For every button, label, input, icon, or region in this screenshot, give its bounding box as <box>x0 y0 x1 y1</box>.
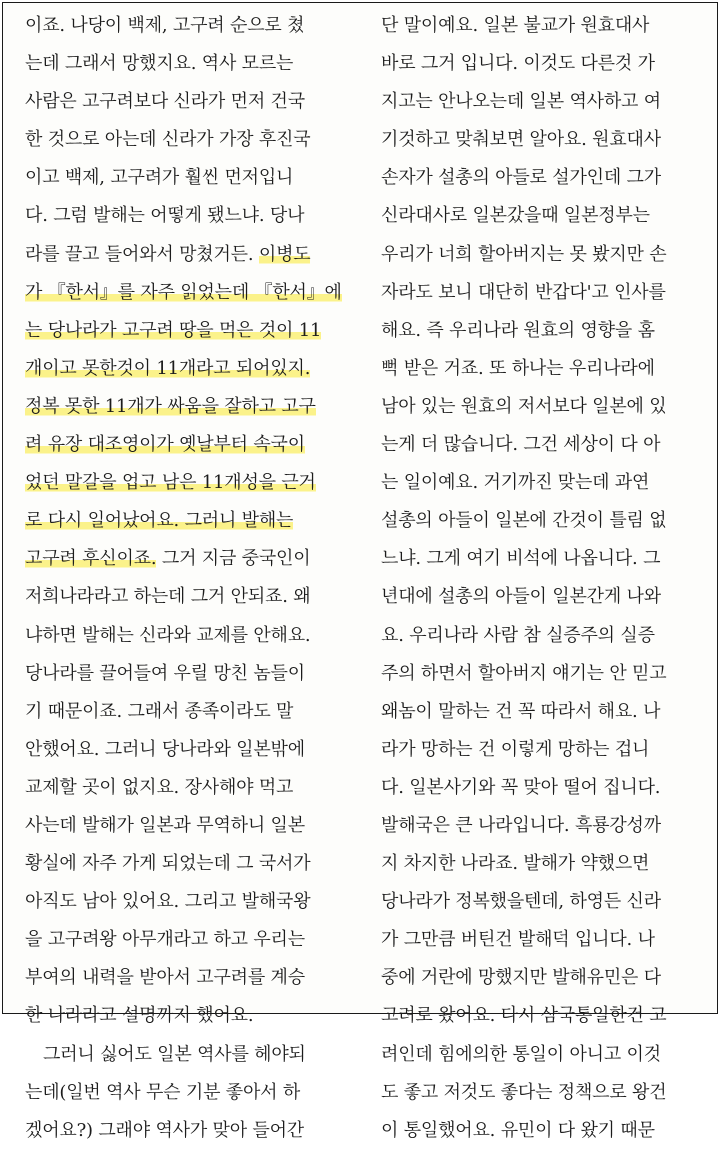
highlighted-text: 고구려 후신이죠. <box>25 548 157 570</box>
right-text-line: 바로 그거 입니다. 이것도 다른것 가 <box>381 53 655 75</box>
highlighted-text: 었던 말갈을 업고 남은 11개성을 근거 <box>25 472 316 494</box>
body-text: 이고 백제, 고구려가 훨씬 먼저입니 <box>25 167 294 189</box>
left-text-line <box>25 578 371 616</box>
body-text: 한 나라라고 설명까지 했어요. <box>25 1005 254 1027</box>
body-text: 는데(일번 역사 무슨 기분 좋아서 하 <box>25 1081 301 1103</box>
right-text-line: 는게 더 많습니다. 그건 세상이 다 아 <box>381 434 661 456</box>
body-text: 사는데 발해가 일본과 무역하니 일본 <box>25 814 305 836</box>
body-text: 그거 지금 중국인이 <box>156 548 311 570</box>
body-text: 당나라를 끌어들여 우릴 망친 놈들이 <box>25 662 305 684</box>
body-text: 안했어요. 그러니 당나라와 일본밖에 <box>25 738 305 760</box>
right-text-line: 설총의 아들이 일본에 간것이 틀림 없 <box>381 510 667 532</box>
left-text-line <box>25 274 371 312</box>
right-text-line: 고려로 왔어요. 다시 삼국통일한건 고 <box>381 1005 667 1027</box>
left-text-line <box>25 45 371 83</box>
left-text-line <box>25 236 371 274</box>
right-text-line: 요. 우리나라 사람 참 실증주의 실증 <box>381 624 655 646</box>
right-text-line: 이 통일했어요. 유민이 다 왔기 때문 <box>381 1119 655 1141</box>
highlighted-text: 려 유장 대조영이가 옛날부터 속국이 <box>25 434 305 456</box>
left-text-line <box>25 121 371 159</box>
body-text: 기 때문이죠. 그래서 종족이라도 말 <box>25 700 294 722</box>
left-text-line <box>25 350 371 388</box>
body-text: 냐하면 발해는 신라와 교제를 안해요. <box>25 624 311 646</box>
right-text-line: 신라대사로 일본갔을때 일본정부는 <box>381 205 650 227</box>
body-text: 사람은 고구려보다 신라가 먼저 건국 <box>25 91 305 113</box>
body-text: 교제할 곳이 없지요. 장사해야 먹고 <box>25 776 294 798</box>
left-text-line <box>25 1074 371 1112</box>
left-text-line <box>25 921 371 959</box>
body-text: 겠어요?) 그래야 역사가 맞아 들어간 <box>25 1119 304 1141</box>
body-text: 그러니 싫어도 일본 역사를 헤야되 <box>43 1043 306 1065</box>
right-text-line: 중에 거란에 망했지만 발해유민은 다 <box>381 967 661 989</box>
left-text-line <box>25 997 371 1035</box>
right-text-line: 해요. 즉 우리나라 원효의 영향을 홈 <box>381 319 655 341</box>
left-text-line <box>25 159 371 197</box>
highlighted-text: 정복 못한 11개가 싸움을 잘하고 고구 <box>25 395 316 417</box>
right-text-line: 지고는 안나오는데 일본 역사하고 여 <box>381 91 661 113</box>
right-text-column <box>381 7 711 1150</box>
left-text-column <box>25 7 371 1150</box>
right-text-line: 왜놈이 말하는 건 꼭 따라서 해요. 나 <box>381 700 661 722</box>
right-text-line: 우리가 너희 할아버지는 못 봤지만 손 <box>381 243 667 265</box>
right-text-line: 발해국은 큰 나라입니다. 흑룡강성까 <box>381 814 661 836</box>
right-text-line: 남아 있는 원효의 저서보다 일본에 있 <box>381 395 667 417</box>
left-text-line <box>25 655 371 693</box>
left-text-line <box>25 959 371 997</box>
left-text-line <box>25 769 371 807</box>
body-text: 황실에 자주 가게 되었는데 그 국서가 <box>25 853 311 875</box>
left-text-line <box>25 731 371 769</box>
body-text: 이죠. 나당이 백제, 고구려 순으로 쳤 <box>25 15 305 36</box>
body-text: 저희나라라고 하는데 그거 안되죠. 왜 <box>25 586 311 608</box>
left-text-line <box>25 426 371 464</box>
left-text-line <box>25 502 371 540</box>
body-text: 부여의 내력을 받아서 고구려를 계승 <box>25 967 305 989</box>
left-text-line <box>25 540 371 578</box>
right-text-line: 다. 일본사기와 꼭 맞아 떨어 집니다. <box>381 776 661 798</box>
right-text-line: 려인데 힘에의한 통일이 아니고 이것 <box>381 1043 661 1065</box>
right-text-line: 는 일이예요. 거기까진 맞는데 과연 <box>381 472 650 494</box>
document-page <box>2 2 718 1141</box>
left-text-line <box>25 1036 371 1074</box>
left-text-line <box>25 883 371 921</box>
right-text-line: 자라도 보니 대단히 반갑다'고 인사를 <box>381 281 666 303</box>
highlighted-text: 는 당나라가 고구려 땅을 먹은 것이 11 <box>25 319 322 341</box>
right-text-line: 손자가 설총의 아들로 설가인데 그가 <box>381 167 661 189</box>
highlighted-text: 가 『한서』를 자주 읽었는데 『한서』에 <box>25 281 342 303</box>
body-text: 는데 그래서 망했지요. 역사 모르는 <box>25 53 294 75</box>
left-text-line <box>25 807 371 845</box>
right-text-line: 라가 망하는 건 이렇게 망하는 겁니 <box>381 738 650 760</box>
left-text-line <box>25 1112 371 1150</box>
left-text-line <box>25 845 371 883</box>
highlighted-text: 로 다시 일어났어요. 그러니 발해는 <box>25 510 294 532</box>
right-text-line: 년대에 설총의 아들이 일본간게 나와 <box>381 586 661 608</box>
body-text: 라를 끌고 들어와서 망쳤거든. <box>25 243 259 265</box>
body-text: 아직도 남아 있어요. 그리고 발해국왕 <box>25 891 311 913</box>
left-text-line <box>25 7 371 45</box>
right-text-line: 느냐. 그게 여기 비석에 나옵니다. 그 <box>381 548 661 570</box>
right-text-line: 기것하고 맞춰보면 알아요. 원효대사 <box>381 129 661 151</box>
body-text: 을 고구려왕 아무개라고 하고 우리는 <box>25 929 305 951</box>
left-text-line <box>25 197 371 235</box>
right-text-line: 단 말이예요. 일본 불교가 원효대사 <box>381 15 650 36</box>
right-text-line: 주의 하면서 할아버지 얘기는 안 믿고 <box>381 662 667 684</box>
left-text-line <box>25 464 371 502</box>
left-text-line <box>25 312 371 350</box>
right-text-line: 당나라가 정복했을텐데, 하영든 신라 <box>381 891 661 913</box>
left-text-line <box>25 388 371 426</box>
body-text: 다. 그럼 발해는 어떻게 됐느냐. 당나 <box>25 205 305 227</box>
right-text-line: 지 차지한 나라죠. 발해가 약했으면 <box>381 853 650 875</box>
body-text: 한 것으로 아는데 신라가 가장 후진국 <box>25 129 311 151</box>
left-text-line <box>25 83 371 121</box>
right-text-line: 도 좋고 저것도 좋다는 정책으로 왕건 <box>381 1081 667 1103</box>
left-text-line <box>25 693 371 731</box>
highlighted-text: 이병도 <box>258 243 311 265</box>
highlighted-text: 개이고 못한것이 11개라고 되어있지. <box>25 357 311 379</box>
right-text-line: 뻑 받은 거죠. 또 하나는 우리나라에 <box>381 357 655 379</box>
right-text-line: 가 그만큼 버틴건 발해덕 입니다. 나 <box>381 929 655 951</box>
left-text-line <box>25 617 371 655</box>
